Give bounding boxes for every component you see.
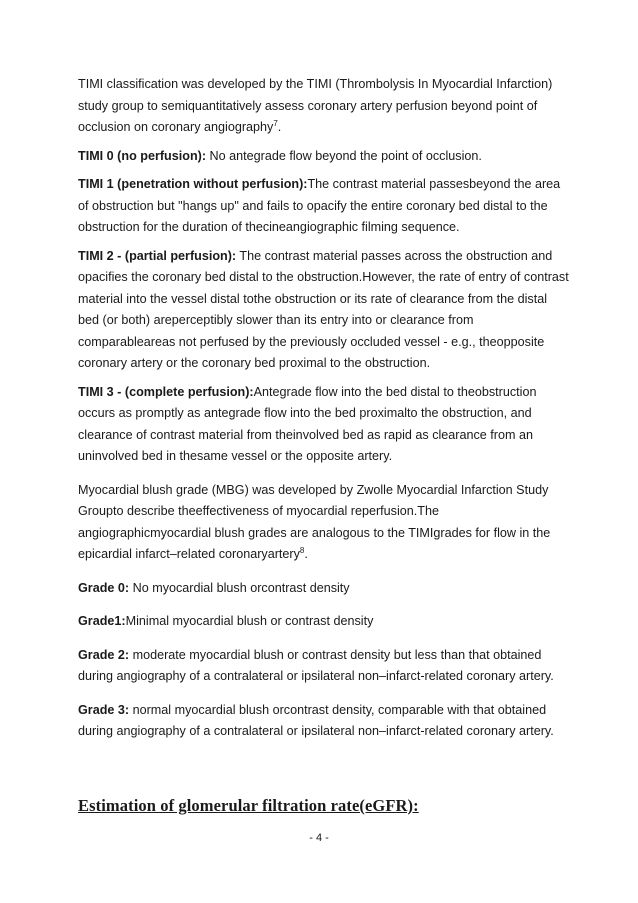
timi-0-label: TIMI 0 (no perfusion): bbox=[78, 148, 207, 163]
timi-0-paragraph: TIMI 0 (no perfusion): No antegrade flow beyond the point of occlusion. bbox=[78, 148, 482, 163]
reference-8: 8 bbox=[299, 545, 305, 555]
grade-1-paragraph: Grade1:Minimal myocardial blush or contrast density bbox=[78, 614, 374, 628]
grade-3-paragraph: Grade 3: normal myocardial blush orcontrast density, comparable with that obtained during angiography of a contralateral or ipsilateral non–infarct-related coronary artery. bbox=[78, 702, 554, 738]
timi-1-label: TIMI 1 (penetration without perfusion): bbox=[78, 177, 308, 191]
timi-3-label: TIMI 3 - (complete perfusion): bbox=[78, 384, 254, 399]
timi-2-label: TIMI 2 - (partial perfusion): bbox=[78, 248, 237, 263]
grade-0-label: Grade 0: bbox=[78, 580, 130, 595]
grade-1-label: Grade1: bbox=[78, 614, 126, 628]
timi-2-paragraph: TIMI 2 - (partial perfusion): The contrast material passes across the obstruction and opacifies the coronary bed distal to the obstruction.However, the rate of entry of contrast material into the vessel distal tothe obstruction or its rate of clearance from the distal bed (or both) areperceptibly slower than its entry into or clearance from comparableareas not perfused by the previously occluded vessel - e.g., theopposite coronary artery or the coronary bed proximal to the obstruction. bbox=[78, 248, 569, 370]
grade-2-paragraph: Grade 2: moderate myocardial blush or contrast density but less than that obtained during angiography of a contralateral or ipsilateral non–infarct-related coronary artery. bbox=[78, 647, 554, 683]
grade-0-paragraph: Grade 0: No myocardial blush orcontrast density bbox=[78, 580, 350, 595]
intro-paragraph: TIMI classification was developed by the TIMI (Thrombolysis In Myocardial Infarction) study group to semiquantitatively assess coronary artery perfusion beyond point of occlusion on coronary angiography$^7$. bbox=[78, 77, 553, 134]
section-heading: Estimation of glomerular filtration rate(eGFR): bbox=[78, 796, 419, 815]
page-number: - 4 - bbox=[309, 832, 329, 844]
mbg-paragraph: Myocardial blush grade (MBG) was developed by Zwolle Myocardial Infarction Study Groupto describe theeffectiveness of myocardial reperfusion.The angiographicmyocardial blush grades are analogous to the TIMIgrades for flow in the epicardial infarct–related coronaryartery$^8$. bbox=[78, 482, 551, 561]
reference-7: 7 bbox=[273, 118, 278, 128]
grade-2-label: Grade 2: bbox=[78, 647, 130, 662]
timi-3-paragraph: TIMI 3 - (complete perfusion):Antegrade flow into the bed distal to theobstruction occurs as promptly as antegrade flow into the bed proximalto the obstruction, and clearance of contrast material from theinvolved bed as rapid as clearance from an uninvolved bed in thesame vessel or the opposite artery. bbox=[78, 384, 537, 463]
timi-1-paragraph: TIMI 1 (penetration without perfusion):The contrast material passesbeyond the area of obstruction but "hangs up" and fails to opacify the entire coronary bed distal to the obstruction for the duration of thecineangiographic filming sequence. bbox=[78, 177, 561, 234]
grade-3-label: Grade 3: bbox=[78, 702, 130, 717]
body-text bbox=[78, 74, 570, 743]
